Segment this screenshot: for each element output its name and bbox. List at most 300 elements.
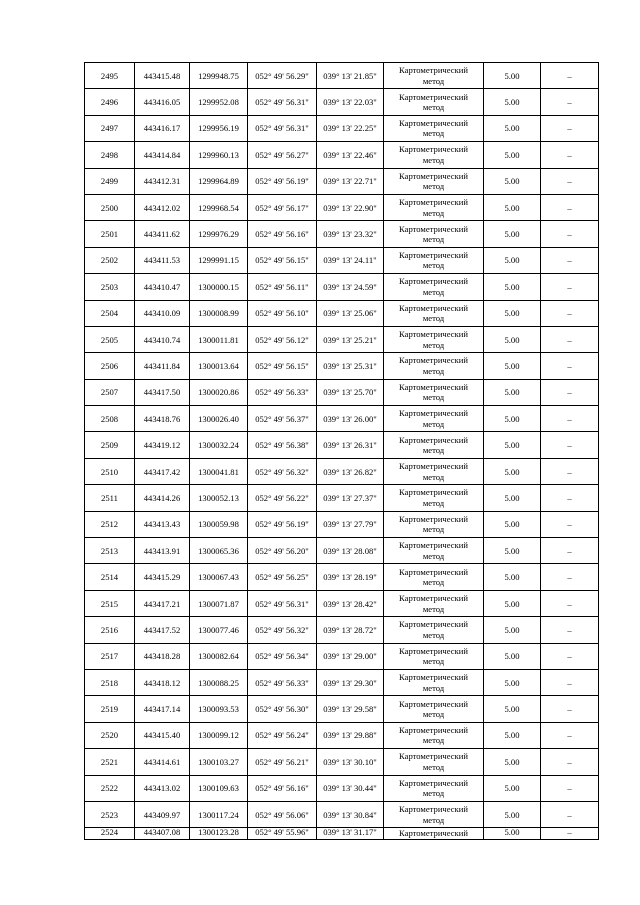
longitude-cell: 039° 13' 31.17": [317, 828, 384, 840]
table-row: [85, 221, 599, 247]
method-cell: [384, 274, 484, 300]
method-line: метод: [422, 788, 445, 799]
method-line: Картометрический: [399, 302, 468, 313]
method-line: Картометрический: [399, 144, 468, 155]
point-number-cell: 2519: [85, 696, 135, 722]
accuracy-cell: 5.00: [484, 669, 541, 695]
method-cell: [384, 775, 484, 801]
note-cell: –: [541, 379, 599, 405]
x-coordinate-cell: 443410.47: [135, 274, 190, 300]
method-line: Картометрический: [399, 408, 468, 419]
x-coordinate-cell: 443411.84: [135, 353, 190, 379]
table-row: [85, 696, 599, 722]
method-cell: [384, 643, 484, 669]
table-row: [85, 511, 599, 537]
longitude-cell: 039° 13' 22.03": [317, 89, 384, 115]
latitude-cell: 052° 49' 56.38": [248, 432, 317, 458]
x-coordinate-cell: 443417.42: [135, 458, 190, 484]
x-coordinate-cell: 443414.61: [135, 749, 190, 775]
method-line: Картометрический: [399, 698, 468, 709]
note-cell: –: [541, 247, 599, 273]
latitude-cell: 052° 49' 56.17": [248, 194, 317, 220]
y-coordinate-cell: 1300109.63: [190, 775, 248, 801]
accuracy-cell: 5.00: [484, 722, 541, 748]
method-cell: [384, 801, 484, 827]
accuracy-cell: 5.00: [484, 828, 541, 840]
method-cell: [384, 828, 484, 840]
longitude-cell: 039° 13' 28.19": [317, 564, 384, 590]
x-coordinate-cell: 443417.52: [135, 617, 190, 643]
longitude-cell: 039° 13' 22.90": [317, 194, 384, 220]
point-number-cell: 2511: [85, 485, 135, 511]
note-cell: –: [541, 801, 599, 827]
accuracy-cell: 5.00: [484, 458, 541, 484]
table-row: [85, 749, 599, 775]
table-row: [85, 801, 599, 827]
longitude-cell: 039° 13' 25.31": [317, 353, 384, 379]
point-number-cell: 2518: [85, 669, 135, 695]
x-coordinate-cell: 443413.91: [135, 538, 190, 564]
latitude-cell: 052° 49' 56.32": [248, 458, 317, 484]
latitude-cell: 052° 49' 56.15": [248, 353, 317, 379]
longitude-cell: 039° 13' 22.71": [317, 168, 384, 194]
accuracy-cell: 5.00: [484, 353, 541, 379]
note-cell: –: [541, 564, 599, 590]
method-line: Картометрический: [399, 672, 468, 683]
note-cell: –: [541, 221, 599, 247]
table-row: [85, 300, 599, 326]
point-number-cell: 2495: [85, 63, 135, 89]
latitude-cell: 052° 49' 56.31": [248, 590, 317, 616]
accuracy-cell: 5.00: [484, 221, 541, 247]
method-line: метод: [422, 365, 445, 376]
table-row: [85, 406, 599, 432]
method-line: Картометрический: [399, 804, 468, 815]
point-number-cell: 2500: [85, 194, 135, 220]
method-cell: [384, 247, 484, 273]
method-line: Картометрический: [399, 566, 468, 577]
latitude-cell: 052° 49' 56.37": [248, 406, 317, 432]
latitude-cell: 052° 49' 56.25": [248, 564, 317, 590]
accuracy-cell: 5.00: [484, 142, 541, 168]
latitude-cell: 052° 49' 56.21": [248, 749, 317, 775]
method-line: Картометрический: [399, 65, 468, 76]
latitude-cell: 052° 49' 56.34": [248, 643, 317, 669]
method-line: Картометрический: [399, 461, 468, 472]
method-cell: [384, 379, 484, 405]
y-coordinate-cell: 1300067.43: [190, 564, 248, 590]
y-coordinate-cell: 1299956.19: [190, 115, 248, 141]
accuracy-cell: 5.00: [484, 485, 541, 511]
accuracy-cell: 5.00: [484, 379, 541, 405]
method-cell: [384, 458, 484, 484]
x-coordinate-cell: 443417.14: [135, 696, 190, 722]
accuracy-cell: 5.00: [484, 115, 541, 141]
method-cell: [384, 669, 484, 695]
accuracy-cell: 5.00: [484, 696, 541, 722]
table-row: [85, 115, 599, 141]
y-coordinate-cell: 1299948.75: [190, 63, 248, 89]
point-number-cell: 2513: [85, 538, 135, 564]
note-cell: –: [541, 538, 599, 564]
latitude-cell: 052° 49' 55.96": [248, 828, 317, 840]
x-coordinate-cell: 443411.62: [135, 221, 190, 247]
method-line: Картометрический: [399, 197, 468, 208]
longitude-cell: 039° 13' 29.00": [317, 643, 384, 669]
method-cell: [384, 63, 484, 89]
note-cell: –: [541, 669, 599, 695]
y-coordinate-cell: 1300032.24: [190, 432, 248, 458]
latitude-cell: 052° 49' 56.20": [248, 538, 317, 564]
latitude-cell: 052° 49' 56.31": [248, 115, 317, 141]
latitude-cell: 052° 49' 56.22": [248, 485, 317, 511]
method-cell: [384, 696, 484, 722]
method-cell: [384, 300, 484, 326]
method-line: Картометрический: [399, 434, 468, 445]
x-coordinate-cell: 443419.12: [135, 432, 190, 458]
latitude-cell: 052° 49' 56.27": [248, 142, 317, 168]
longitude-cell: 039° 13' 22.46": [317, 142, 384, 168]
note-cell: –: [541, 89, 599, 115]
point-number-cell: 2496: [85, 89, 135, 115]
y-coordinate-cell: 1300059.98: [190, 511, 248, 537]
point-number-cell: 2497: [85, 115, 135, 141]
table-row: [85, 590, 599, 616]
x-coordinate-cell: 443415.48: [135, 63, 190, 89]
accuracy-cell: 5.00: [484, 801, 541, 827]
latitude-cell: 052° 49' 56.10": [248, 300, 317, 326]
note-cell: –: [541, 274, 599, 300]
point-number-cell: 2499: [85, 168, 135, 194]
point-number-cell: 2506: [85, 353, 135, 379]
note-cell: –: [541, 458, 599, 484]
point-number-cell: 2512: [85, 511, 135, 537]
x-coordinate-cell: 443418.12: [135, 669, 190, 695]
method-cell: [384, 115, 484, 141]
method-cell: [384, 485, 484, 511]
latitude-cell: 052° 49' 56.06": [248, 801, 317, 827]
method-line: Картометрический: [399, 276, 468, 287]
point-number-cell: 2517: [85, 643, 135, 669]
method-line: метод: [422, 761, 445, 772]
method-line: Картометрический: [399, 540, 468, 551]
method-line: Картометрический: [399, 381, 468, 392]
table-row: [85, 564, 599, 590]
x-coordinate-cell: 443417.50: [135, 379, 190, 405]
method-line: метод: [422, 128, 445, 139]
method-line: метод: [422, 102, 445, 113]
y-coordinate-cell: 1299952.08: [190, 89, 248, 115]
latitude-cell: 052° 49' 56.32": [248, 617, 317, 643]
method-line: Картометрический: [399, 170, 468, 181]
accuracy-cell: 5.00: [484, 775, 541, 801]
accuracy-cell: 5.00: [484, 326, 541, 352]
accuracy-cell: 5.00: [484, 749, 541, 775]
y-coordinate-cell: 1299964.89: [190, 168, 248, 194]
y-coordinate-cell: 1300077.46: [190, 617, 248, 643]
x-coordinate-cell: 443414.26: [135, 485, 190, 511]
method-line: Картометрический: [399, 593, 468, 603]
method-line: Картометрический: [399, 117, 468, 128]
table-row: [85, 63, 599, 89]
y-coordinate-cell: 1300020.86: [190, 379, 248, 405]
note-cell: –: [541, 63, 599, 89]
longitude-cell: 039° 13' 29.58": [317, 696, 384, 722]
x-coordinate-cell: 443417.21: [135, 590, 190, 616]
table-row: [85, 274, 599, 300]
method-line: Картометрический: [399, 724, 468, 735]
method-cell: [384, 168, 484, 194]
method-line: метод: [422, 735, 445, 746]
coordinates-table-body: [85, 63, 599, 840]
method-line: метод: [422, 418, 445, 429]
point-number-cell: 2522: [85, 775, 135, 801]
longitude-cell: 039° 13' 22.25": [317, 115, 384, 141]
accuracy-cell: 5.00: [484, 538, 541, 564]
point-number-cell: 2507: [85, 379, 135, 405]
accuracy-cell: 5.00: [484, 300, 541, 326]
note-cell: –: [541, 485, 599, 511]
longitude-cell: 039° 13' 23.32": [317, 221, 384, 247]
y-coordinate-cell: 1300071.87: [190, 590, 248, 616]
method-line: Картометрический: [399, 91, 468, 102]
y-coordinate-cell: 1300026.40: [190, 406, 248, 432]
x-coordinate-cell: 443416.05: [135, 89, 190, 115]
method-line: Картометрический: [399, 329, 468, 340]
accuracy-cell: 5.00: [484, 406, 541, 432]
point-number-cell: 2523: [85, 801, 135, 827]
note-cell: –: [541, 828, 599, 840]
method-line: метод: [422, 392, 445, 403]
x-coordinate-cell: 443411.53: [135, 247, 190, 273]
method-line: Картометрический: [399, 751, 468, 762]
x-coordinate-cell: 443416.17: [135, 115, 190, 141]
method-line: метод: [422, 629, 445, 640]
coordinates-table: [84, 62, 599, 840]
method-line: метод: [422, 234, 445, 245]
accuracy-cell: 5.00: [484, 247, 541, 273]
longitude-cell: 039° 13' 26.82": [317, 458, 384, 484]
y-coordinate-cell: 1300103.27: [190, 749, 248, 775]
note-cell: –: [541, 590, 599, 616]
latitude-cell: 052° 49' 56.15": [248, 247, 317, 273]
x-coordinate-cell: 443407.08: [135, 828, 190, 840]
y-coordinate-cell: 1300088.25: [190, 669, 248, 695]
table-row: [85, 194, 599, 220]
latitude-cell: 052° 49' 56.33": [248, 379, 317, 405]
method-line: Картометрический: [399, 223, 468, 234]
y-coordinate-cell: 1300011.81: [190, 326, 248, 352]
table-row: [85, 617, 599, 643]
longitude-cell: 039° 13' 25.70": [317, 379, 384, 405]
note-cell: –: [541, 432, 599, 458]
longitude-cell: 039° 13' 28.42": [317, 590, 384, 616]
accuracy-cell: 5.00: [484, 274, 541, 300]
longitude-cell: 039° 13' 30.84": [317, 801, 384, 827]
table-row: [85, 142, 599, 168]
y-coordinate-cell: 1300117.24: [190, 801, 248, 827]
method-line: Картометрический: [399, 513, 468, 524]
method-line: метод: [422, 524, 445, 535]
latitude-cell: 052° 49' 56.30": [248, 696, 317, 722]
x-coordinate-cell: 443409.97: [135, 801, 190, 827]
accuracy-cell: 5.00: [484, 617, 541, 643]
method-cell: [384, 89, 484, 115]
method-line: Картометрический: [399, 777, 468, 788]
method-line: Картометрический: [399, 355, 468, 366]
point-number-cell: 2515: [85, 590, 135, 616]
y-coordinate-cell: 1299976.29: [190, 221, 248, 247]
longitude-cell: 039° 13' 25.06": [317, 300, 384, 326]
latitude-cell: 052° 49' 56.29": [248, 63, 317, 89]
table-row: [85, 326, 599, 352]
longitude-cell: 039° 13' 26.00": [317, 406, 384, 432]
note-cell: –: [541, 168, 599, 194]
point-number-cell: 2502: [85, 247, 135, 273]
longitude-cell: 039° 13' 27.79": [317, 511, 384, 537]
longitude-cell: 039° 13' 25.21": [317, 326, 384, 352]
note-cell: –: [541, 617, 599, 643]
x-coordinate-cell: 443413.43: [135, 511, 190, 537]
latitude-cell: 052° 49' 56.11": [248, 274, 317, 300]
method-cell: [384, 432, 484, 458]
accuracy-cell: 5.00: [484, 63, 541, 89]
accuracy-cell: 5.00: [484, 643, 541, 669]
longitude-cell: 039° 13' 28.08": [317, 538, 384, 564]
point-number-cell: 2508: [85, 406, 135, 432]
method-cell: [384, 406, 484, 432]
table-row: [85, 722, 599, 748]
y-coordinate-cell: 1300000.15: [190, 274, 248, 300]
method-cell: [384, 590, 484, 616]
y-coordinate-cell: 1300052.13: [190, 485, 248, 511]
method-cell: [384, 194, 484, 220]
point-number-cell: 2509: [85, 432, 135, 458]
method-line: метод: [422, 577, 445, 588]
x-coordinate-cell: 443413.02: [135, 775, 190, 801]
method-line: метод: [422, 603, 445, 614]
point-number-cell: 2498: [85, 142, 135, 168]
y-coordinate-cell: 1300082.64: [190, 643, 248, 669]
table-row: [85, 168, 599, 194]
longitude-cell: 039° 13' 24.11": [317, 247, 384, 273]
latitude-cell: 052° 49' 56.16": [248, 775, 317, 801]
note-cell: –: [541, 300, 599, 326]
method-line: метод: [422, 682, 445, 693]
latitude-cell: 052° 49' 56.16": [248, 221, 317, 247]
table-row: [85, 538, 599, 564]
latitude-cell: 052° 49' 56.12": [248, 326, 317, 352]
longitude-cell: 039° 13' 27.37": [317, 485, 384, 511]
note-cell: –: [541, 775, 599, 801]
longitude-cell: 039° 13' 30.10": [317, 749, 384, 775]
y-coordinate-cell: 1299968.54: [190, 194, 248, 220]
point-number-cell: 2521: [85, 749, 135, 775]
method-line: Картометрический: [399, 487, 468, 498]
accuracy-cell: 5.00: [484, 89, 541, 115]
point-number-cell: 2516: [85, 617, 135, 643]
latitude-cell: 052° 49' 56.19": [248, 511, 317, 537]
table-row: [85, 353, 599, 379]
note-cell: –: [541, 142, 599, 168]
method-line: метод: [422, 445, 445, 456]
longitude-cell: 039° 13' 21.85": [317, 63, 384, 89]
longitude-cell: 039° 13' 28.72": [317, 617, 384, 643]
point-number-cell: 2510: [85, 458, 135, 484]
x-coordinate-cell: 443410.09: [135, 300, 190, 326]
x-coordinate-cell: 443418.76: [135, 406, 190, 432]
note-cell: –: [541, 115, 599, 141]
method-cell: [384, 326, 484, 352]
x-coordinate-cell: 443415.40: [135, 722, 190, 748]
method-line: метод: [422, 286, 445, 297]
point-number-cell: 2524: [85, 828, 135, 840]
y-coordinate-cell: 1299960.13: [190, 142, 248, 168]
latitude-cell: 052° 49' 56.33": [248, 669, 317, 695]
method-cell: [384, 617, 484, 643]
table-row: [85, 669, 599, 695]
y-coordinate-cell: 1299991.15: [190, 247, 248, 273]
method-line: метод: [422, 656, 445, 667]
method-line: Картометрический: [399, 249, 468, 260]
table-row: [85, 458, 599, 484]
y-coordinate-cell: 1300093.53: [190, 696, 248, 722]
x-coordinate-cell: 443412.02: [135, 194, 190, 220]
longitude-cell: 039° 13' 24.59": [317, 274, 384, 300]
method-cell: [384, 511, 484, 537]
point-number-cell: 2503: [85, 274, 135, 300]
longitude-cell: 039° 13' 26.31": [317, 432, 384, 458]
table-row: [85, 379, 599, 405]
note-cell: –: [541, 749, 599, 775]
longitude-cell: 039° 13' 30.44": [317, 775, 384, 801]
method-line: метод: [422, 207, 445, 218]
latitude-cell: 052° 49' 56.19": [248, 168, 317, 194]
method-line: метод: [422, 814, 445, 825]
note-cell: –: [541, 643, 599, 669]
table-row: [85, 643, 599, 669]
method-cell: [384, 221, 484, 247]
y-coordinate-cell: 1300099.12: [190, 722, 248, 748]
note-cell: –: [541, 406, 599, 432]
method-line: метод: [422, 313, 445, 324]
point-number-cell: 2514: [85, 564, 135, 590]
point-number-cell: 2501: [85, 221, 135, 247]
accuracy-cell: 5.00: [484, 590, 541, 616]
method-line: метод: [422, 154, 445, 165]
accuracy-cell: 5.00: [484, 168, 541, 194]
y-coordinate-cell: 1300013.64: [190, 353, 248, 379]
note-cell: –: [541, 696, 599, 722]
x-coordinate-cell: 443415.29: [135, 564, 190, 590]
accuracy-cell: 5.00: [484, 511, 541, 537]
latitude-cell: 052° 49' 56.24": [248, 722, 317, 748]
method-line: метод: [422, 181, 445, 192]
method-cell: [384, 142, 484, 168]
accuracy-cell: 5.00: [484, 194, 541, 220]
method-line: метод: [422, 497, 445, 508]
x-coordinate-cell: 443414.84: [135, 142, 190, 168]
method-line: метод: [422, 339, 445, 350]
longitude-cell: 039° 13' 29.88": [317, 722, 384, 748]
method-cell: [384, 722, 484, 748]
method-line: метод: [422, 709, 445, 720]
table-row: [85, 485, 599, 511]
table-row: [85, 247, 599, 273]
accuracy-cell: 5.00: [484, 564, 541, 590]
method-line: Картометрический: [399, 828, 468, 839]
method-cell: [384, 564, 484, 590]
